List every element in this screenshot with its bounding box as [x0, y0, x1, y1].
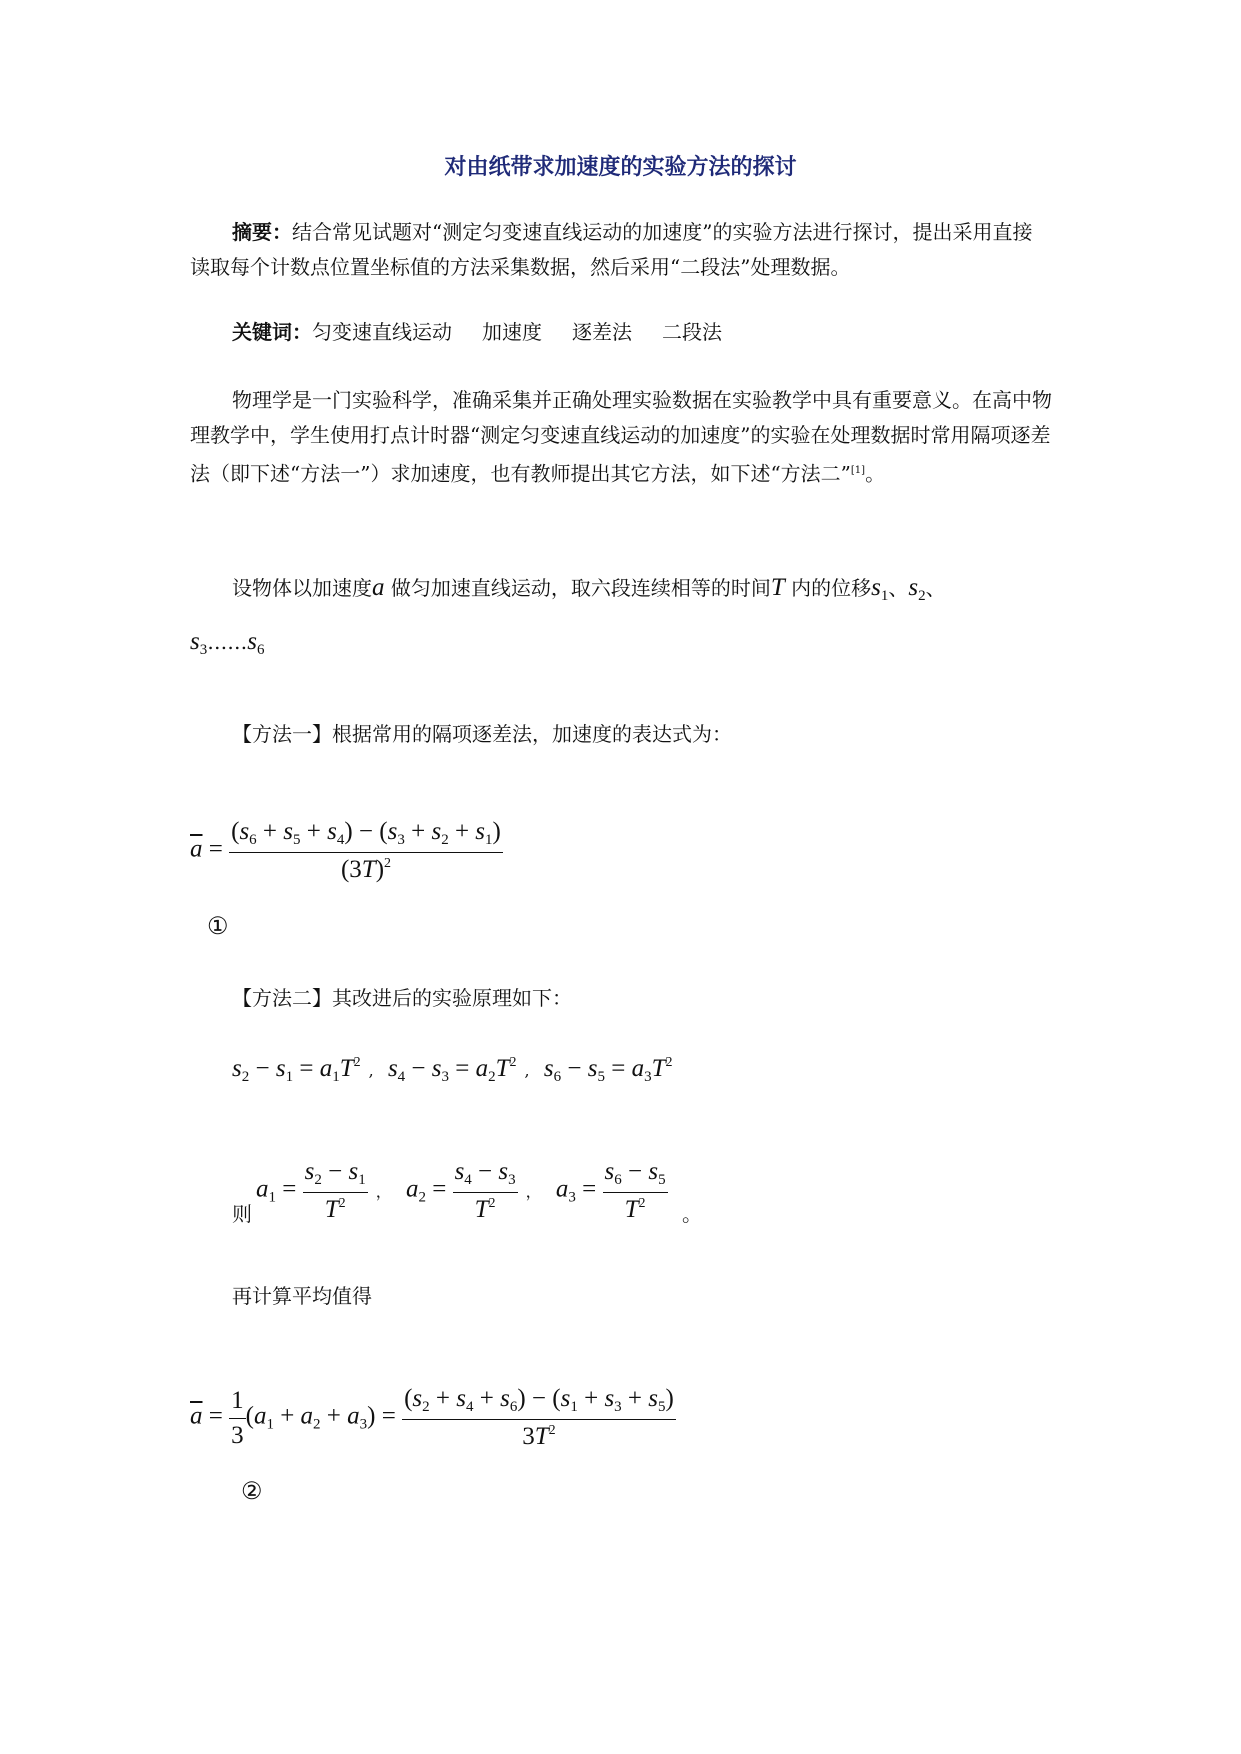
document-title: 对由纸带求加速度的实验方法的探讨	[444, 155, 797, 180]
setup-line: 设物体以加速度a 做匀加速直线运动，取六段连续相等的时间T 内的位移$s_1$、$s_2$、	[232, 574, 946, 604]
keyword-item: 匀变速直线运动	[312, 320, 452, 344]
method2-heading: 【方法二】其改进后的实验原理如下：	[232, 986, 572, 1010]
method1-heading: 【方法一】根据常用的隔项逐差法，加速度的表达式为：	[232, 722, 732, 746]
formula-accelerations: $a_1$ = $\frac{s_2 - s_1}{T^2}$ ， $a_2$ = $\frac{s_4 - s_3}{T^2}$ ， $a_3$ = $\frac{s_6 - s_5}{T^2}$	[256, 1158, 666, 1223]
symbol-s2: $s_2$	[908, 574, 926, 604]
abstract-label: 摘要：	[232, 220, 292, 244]
keyword-item: 二段法	[662, 320, 722, 344]
formula-1: $\overline{a}$ = $\frac{(s_6 + s_5 + s_4) - (s_3 + s_2 + s_1)}{(3T)^2}$	[190, 818, 501, 883]
keywords-paragraph	[190, 315, 1052, 350]
keyword-item: 加速度	[482, 320, 542, 344]
formula-1-marker: ①	[207, 912, 229, 940]
average-text: 再计算平均值得	[232, 1284, 372, 1308]
then-label: 则	[232, 1202, 252, 1226]
formula-2-marker: ②	[241, 1477, 263, 1505]
keywords-label: 关键词：	[232, 320, 312, 344]
formula-2: $\overline{a}$ = $\frac{1}{3}$ $(a_1 + a_2 + a_3)$ = $\frac{(s_2 + s_4 + s_6) - (s_1 + s_3 + s_5)}{3T^2}$	[190, 1385, 674, 1450]
formula-differences: $s_2 - s_1 = a_1T^2$ , $s_4 - s_3 = a_2T^2$ , $s_6 - s_5 = a_3T^2$	[232, 1055, 673, 1085]
abstract-text: 结合常见试题对“测定匀变速直线运动的加速度”的实验方法进行探讨，提出采用直接读取每个计数点位置坐标值的方法采集数据，然后采用“二段法”处理数据。	[190, 220, 1033, 279]
period-mark: 。	[682, 1202, 702, 1226]
intro-text: 物理学是一门实验科学，准确采集并正确处理实验数据在实验教学中具有重要意义。在高中物理教学中，学生使用打点计时器“测定匀变速直线运动的加速度”的实验在处理数据时常用隔项逐差法（即下述“方法一”）求加速度，也有教师提出其它方法，如下述“方法二”	[190, 388, 1052, 486]
citation-ref: [1]	[850, 465, 866, 476]
symbol-T: T	[770, 574, 785, 601]
keyword-item: 逐差法	[572, 320, 632, 344]
abstract-paragraph	[190, 215, 1052, 285]
symbol-s1: $s_1$	[871, 574, 889, 604]
symbol-a: a	[372, 574, 385, 601]
setup-line-2: $s_3\dots\dots s_6$	[190, 628, 265, 658]
intro-paragraph: 物理学是一门实验科学，准确采集并正确处理实验数据在实验教学中具有重要意义。在高中物理教学中，学生使用打点计时器“测定匀变速直线运动的加速度”的实验在处理数据时常用隔项逐差法（即下述“方法一”）求加速度，也有教师提出其它方法，如下述“方法二”[1]。	[190, 388, 1052, 486]
